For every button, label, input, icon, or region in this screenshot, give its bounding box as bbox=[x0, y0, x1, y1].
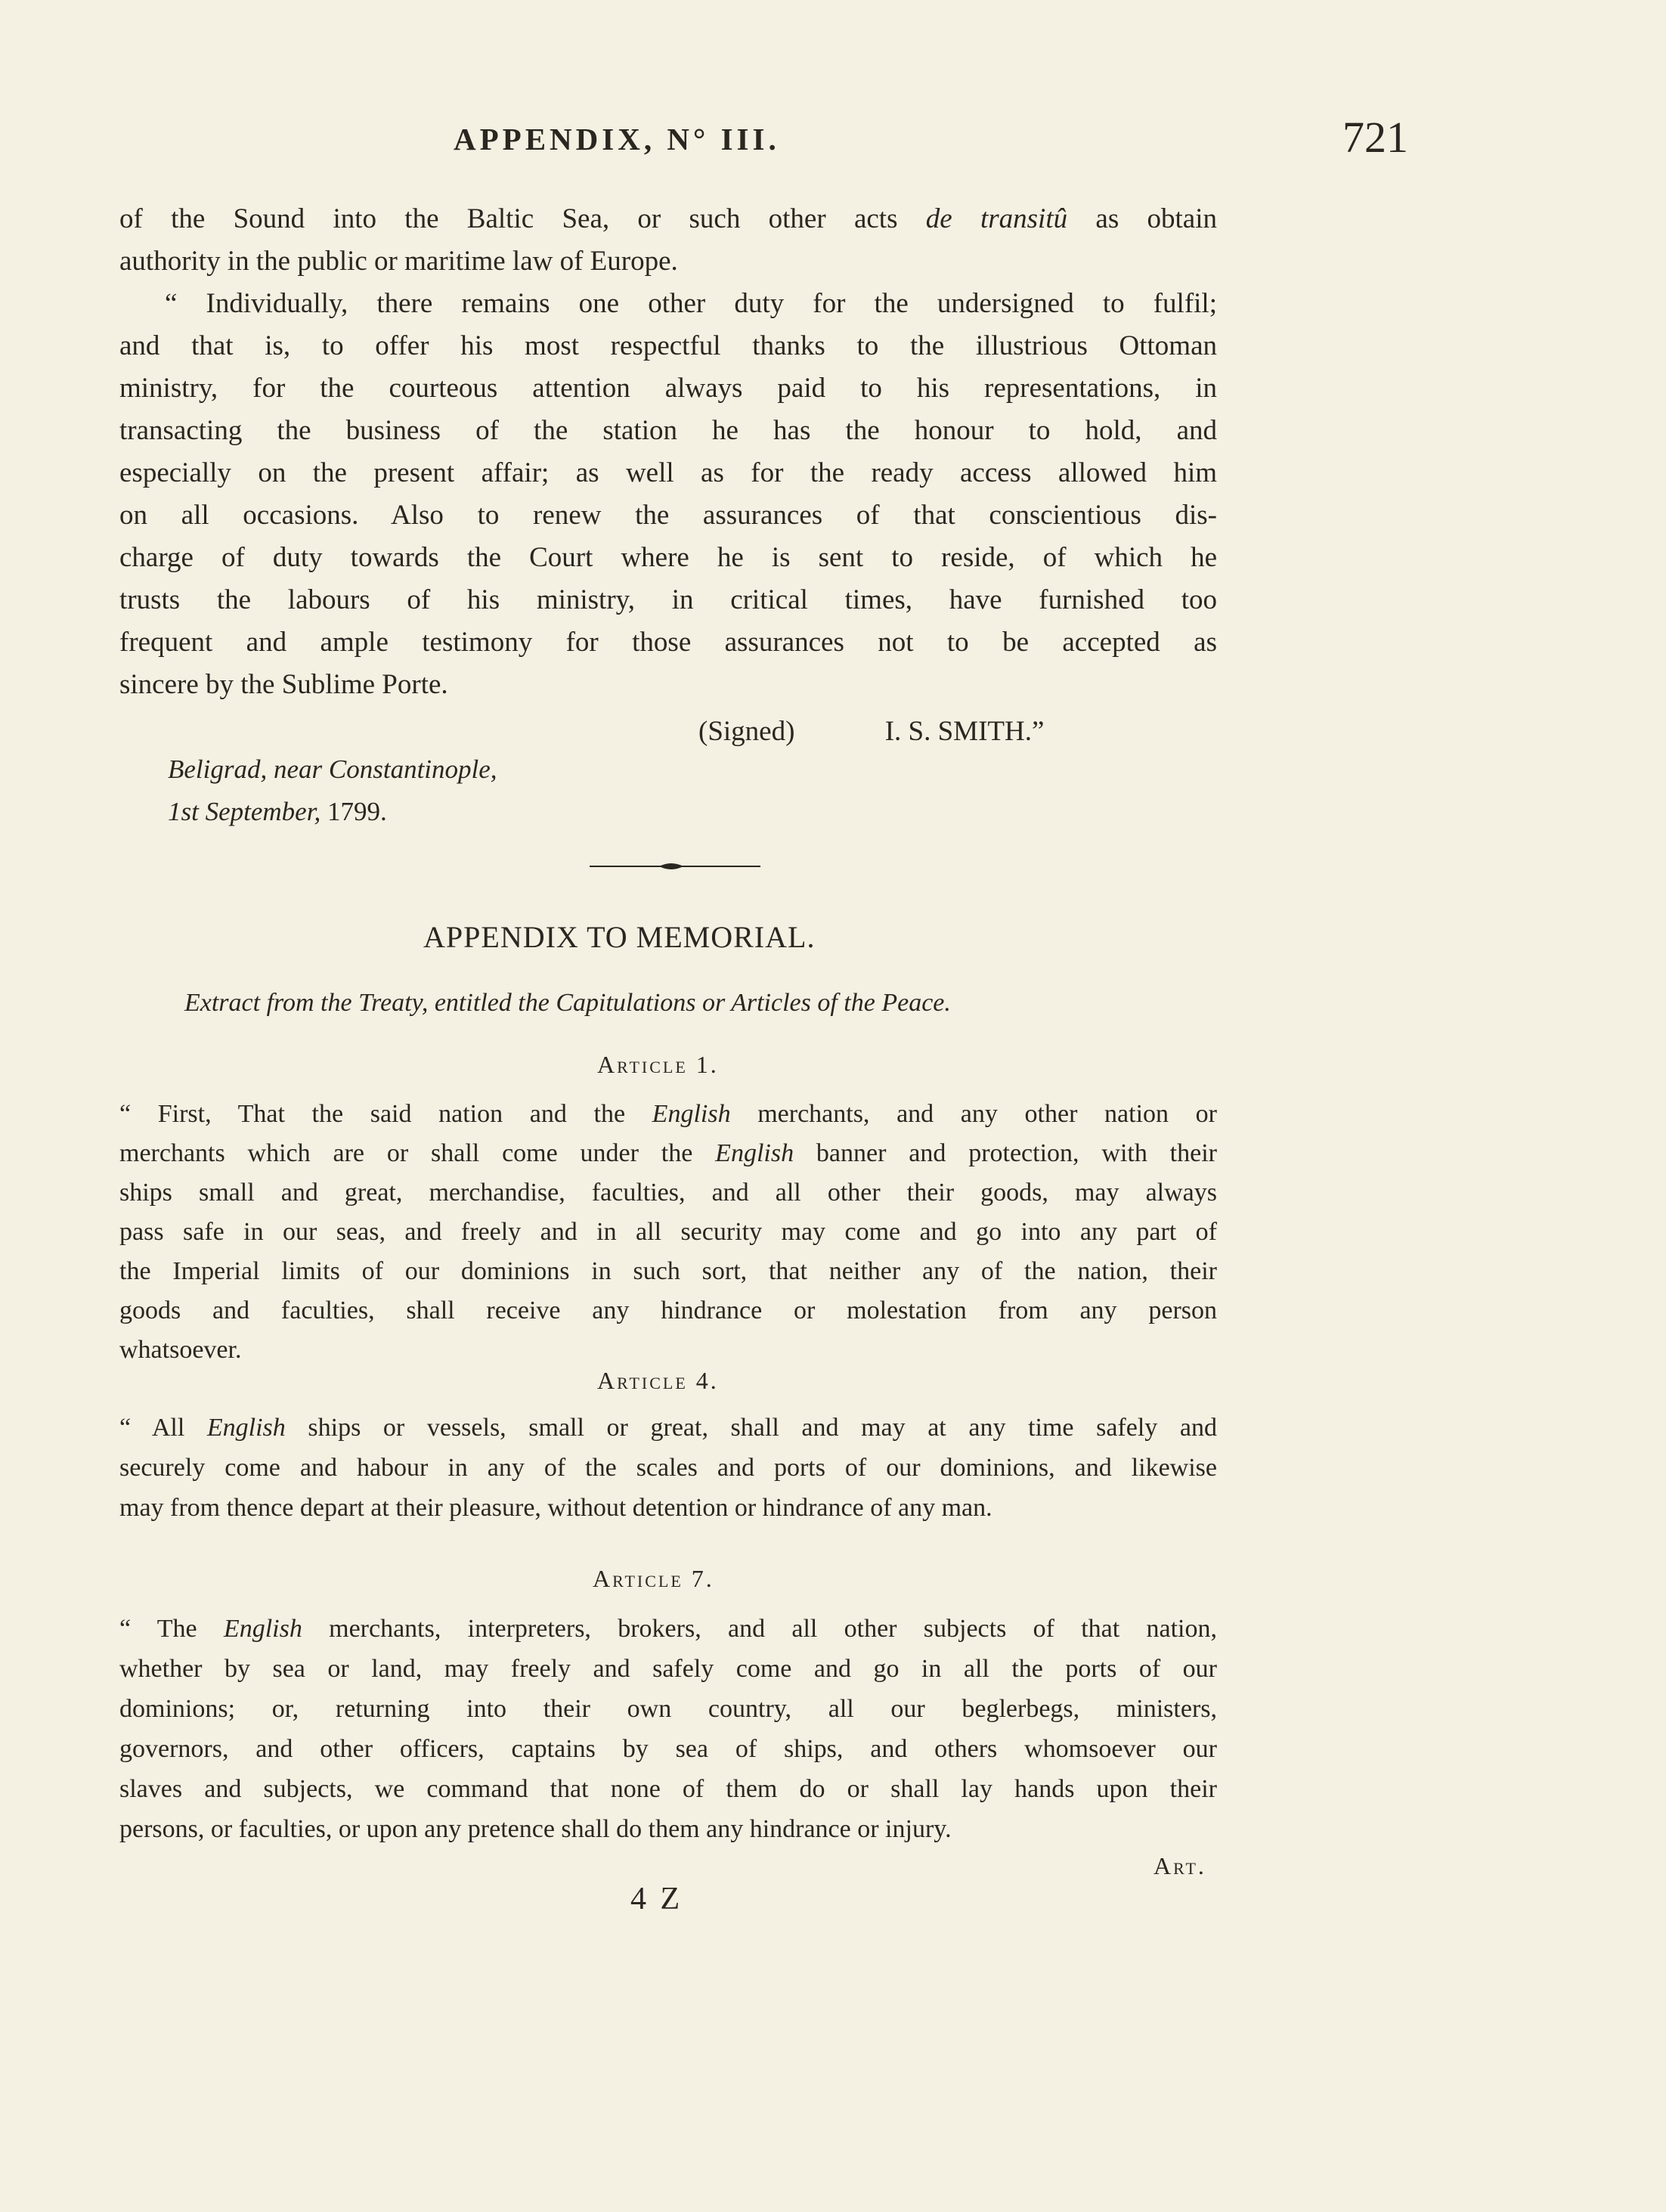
text-line: dominions; or, returning into their own country, all our beglerbegs, ministers, bbox=[119, 1695, 1217, 1723]
text-line: trusts the labours of his ministry, in critical times, have furnished too bbox=[119, 584, 1217, 615]
text-line: “ First, That the said nation and the English merchants, and any other nation or bbox=[119, 1100, 1217, 1128]
text-line: may from thence depart at their pleasure, without detention or hindrance of any man. bbox=[119, 1494, 992, 1522]
text-line: ministry, for the courteous attention always paid to his representations, in bbox=[119, 373, 1217, 404]
text-line: persons, or faculties, or upon any pretence shall do them any hindrance or injury. bbox=[119, 1815, 952, 1843]
letter-date bbox=[168, 791, 497, 833]
text-line: sincere by the Sublime Porte. bbox=[119, 669, 448, 700]
letter-body bbox=[119, 198, 1217, 706]
text-line: transacting the business of the station he has the honour to hold, and bbox=[119, 415, 1217, 446]
text-line: “ Individually, there remains one other duty for the undersigned to fulfil; bbox=[165, 288, 1217, 319]
text-line: governors, and other officers, captains by sea of ships, and others whomsoever our bbox=[119, 1735, 1217, 1763]
ornament-divider-icon bbox=[590, 859, 760, 874]
catchword: Art. bbox=[1154, 1852, 1206, 1879]
page-number: 721 bbox=[1342, 113, 1408, 162]
article-4-heading: Article 4. bbox=[597, 1367, 719, 1394]
place-date bbox=[168, 748, 497, 833]
article-7-heading: Article 7. bbox=[593, 1565, 714, 1592]
text-line: securely come and habour in any of the scales and ports of our dominions, and likewise bbox=[119, 1454, 1217, 1482]
text-line: frequent and ample testimony for those assurances not to be accepted as bbox=[119, 627, 1217, 658]
text-line: and that is, to offer his most respectful thanks to the illustrious Ottoman bbox=[119, 330, 1217, 361]
text-line: merchants which are or shall come under the English banner and protection, with their bbox=[119, 1139, 1217, 1167]
text-line: especially on the present affair; as well as for the ready access allowed him bbox=[119, 457, 1217, 488]
running-head: APPENDIX, N° III. bbox=[454, 122, 780, 156]
letter-date-day: 1st September, bbox=[168, 797, 321, 826]
text-line: on all occasions. Also to renew the assurances of that conscientious dis- bbox=[119, 500, 1217, 531]
text-line: ships small and great, merchandise, faculties, and all other their goods, may always bbox=[119, 1179, 1217, 1207]
text-line: slaves and subjects, we command that none of them do or shall lay hands upon their bbox=[119, 1775, 1217, 1803]
signature-line bbox=[698, 715, 1044, 748]
section-title: APPENDIX TO MEMORIAL. bbox=[423, 920, 816, 954]
signed-label: (Signed) bbox=[698, 716, 795, 747]
text-line: “ The English merchants, interpreters, brokers, and all other subjects of that nation, bbox=[119, 1615, 1217, 1643]
article-1-body bbox=[119, 1095, 1217, 1370]
text-line: pass safe in our seas, and freely and in all security may come and go into any part of bbox=[119, 1218, 1217, 1246]
signed-name: I. S. SMITH.” bbox=[884, 716, 1045, 747]
text-line: whatsoever. bbox=[119, 1336, 242, 1364]
text-line: whether by sea or land, may freely and safely come and go in all the ports of our bbox=[119, 1655, 1217, 1683]
text-line: goods and faculties, shall receive any hindrance or molestation from any person bbox=[119, 1297, 1217, 1324]
text-line: “ All English ships or vessels, small or great, shall and may at any time safely and bbox=[119, 1414, 1217, 1442]
text-line: charge of duty towards the Court where he is sent to reside, of which he bbox=[119, 542, 1217, 573]
article-7-body bbox=[119, 1609, 1217, 1849]
letter-date-year: 1799. bbox=[327, 797, 387, 826]
letter-place: Beligrad, near Constantinople, bbox=[168, 754, 497, 784]
text-line: authority in the public or maritime law of Europe. bbox=[119, 246, 678, 277]
article-1-heading: Article 1. bbox=[597, 1051, 719, 1078]
text-line: of the Sound into the Baltic Sea, or such other acts de transitû as obtain bbox=[119, 203, 1218, 234]
article-4-body bbox=[119, 1408, 1217, 1528]
extract-heading: Extract from the Treaty, entitled the Capitulations or Articles of the Peace. bbox=[184, 989, 951, 1017]
signature-mark: 4 Z bbox=[630, 1882, 683, 1916]
text-line: the Imperial limits of our dominions in such sort, that neither any of the nation, their bbox=[119, 1257, 1217, 1285]
